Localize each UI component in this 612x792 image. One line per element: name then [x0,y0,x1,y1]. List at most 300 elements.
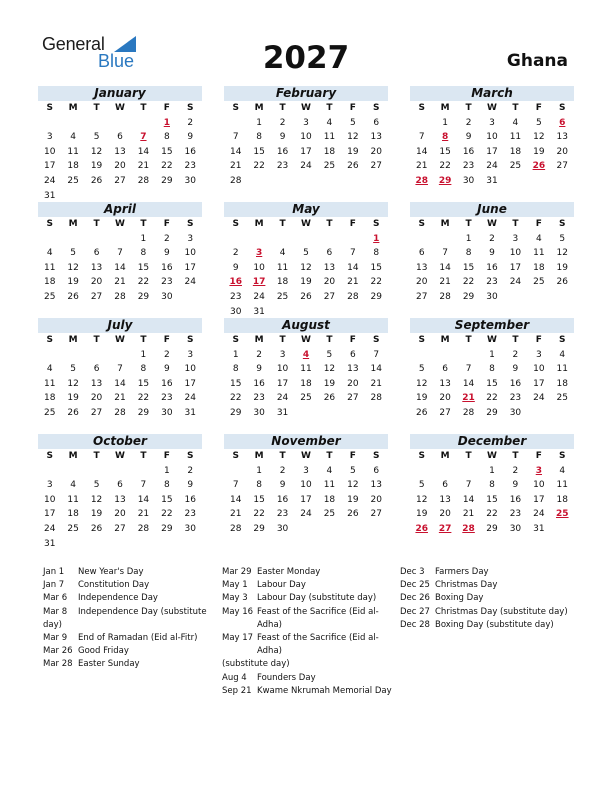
holiday-entry [400,606,572,619]
month-june [410,202,574,305]
weekday-header: F [163,103,170,113]
empty-cell [61,348,84,363]
day-cell: 16 [462,146,475,157]
holiday-day-cell: 26 [532,161,546,172]
day-cell: 6 [93,248,100,259]
day-cell: 23 [253,393,265,404]
holiday-day-cell: 21 [462,393,475,404]
day-cell: 12 [323,364,336,375]
day-cell: 2 [256,349,262,360]
day-cell: 15 [161,494,173,505]
empty-cell [271,232,294,247]
day-cell: 9 [163,248,170,259]
day-cell: 15 [486,494,498,505]
empty-cell [132,116,155,131]
month-april [38,202,202,305]
day-cell: 30 [184,523,196,534]
weekday-header: M [440,335,450,345]
day-cell: 14 [415,146,428,157]
holiday-day-cell: 6 [559,117,566,128]
day-cell: 22 [137,393,150,404]
weekday-header: S [418,103,425,113]
day-cell: 21 [137,509,150,520]
weekday-header: M [440,103,450,113]
day-cell: 5 [93,132,100,143]
month-february [224,86,388,189]
day-cell: 18 [323,494,336,505]
day-cell: 7 [465,480,472,491]
day-cell: 17 [300,494,312,505]
holiday-day-cell: 28 [462,523,475,534]
day-cell: 11 [43,378,56,389]
day-cell: 22 [486,509,498,520]
empty-cell [410,232,433,247]
day-cell: 14 [137,494,150,505]
day-cell: 15 [253,494,265,505]
weekday-header: T [93,219,100,229]
month-title: July [38,318,202,333]
day-cell: 6 [326,248,333,259]
day-cell: 30 [229,306,242,317]
weekday-header: F [349,103,356,113]
empty-cell [410,348,433,363]
holiday-day-cell: 27 [438,523,452,534]
month-title: November [224,434,388,449]
holiday-date: Dec 3 [400,567,425,577]
holiday-name: Independence Day (substitute [78,606,207,617]
empty-cell [38,464,61,479]
day-cell: 30 [253,407,265,418]
empty-cell [61,464,84,479]
holiday-day-cell: 4 [302,349,310,360]
day-cell: 4 [535,233,542,244]
holiday-name: Christmas Day (substitute day) [435,606,568,617]
day-cell: 28 [229,523,242,534]
empty-cell [108,464,131,479]
empty-cell [61,232,84,247]
day-cell: 25 [43,291,56,302]
day-cell: 23 [229,291,242,302]
weekday-header: M [440,451,450,461]
day-cell: 26 [347,509,359,520]
weekday-header: W [301,335,311,345]
day-cell: 12 [67,262,79,273]
day-cell: 14 [462,494,475,505]
day-cell: 27 [114,175,126,186]
day-cell: 18 [67,161,79,172]
weekday-header: T [512,219,519,229]
day-cell: 25 [276,291,289,302]
month-grid [410,333,574,421]
month-grid [38,333,202,421]
day-cell: 22 [462,277,475,288]
day-cell: 14 [347,262,359,273]
day-cell: 11 [533,248,545,259]
weekday-header: S [559,219,566,229]
day-cell: 24 [509,277,522,288]
day-cell: 24 [43,523,56,534]
holiday-date: May 3 [222,593,248,604]
day-cell: 11 [276,262,289,273]
day-cell: 2 [187,117,194,128]
holiday-day-cell: 29 [438,175,452,186]
month-march [410,86,574,189]
day-cell: 27 [90,291,103,302]
day-cell: 18 [43,277,56,288]
empty-cell [410,116,433,131]
weekday-header: W [115,451,125,461]
holiday-name: Constitution Day [78,580,150,591]
day-cell: 26 [90,175,103,186]
empty-cell [61,116,84,131]
weekday-header: F [349,451,356,461]
day-cell: 1 [256,465,262,476]
day-cell: 21 [415,161,428,172]
page-title: 2027 [262,40,350,76]
day-cell: 24 [43,175,56,186]
weekday-header: M [254,451,264,461]
holiday-entry [43,632,215,645]
day-cell: 19 [67,393,79,404]
weekday-header: W [301,219,311,229]
day-cell: 31 [276,407,289,418]
day-cell: 7 [465,364,472,375]
day-cell: 30 [161,291,173,302]
day-cell: 9 [279,132,286,143]
holiday-entry [400,566,572,579]
day-cell: 19 [90,509,103,520]
day-cell: 5 [93,480,100,491]
weekday-header: W [115,219,125,229]
empty-cell [132,464,155,479]
day-cell: 8 [163,480,170,491]
day-cell: 29 [370,291,382,302]
holiday-entry [400,579,572,592]
weekday-header: W [487,451,497,461]
holiday-entry [222,672,394,685]
day-cell: 2 [512,465,519,476]
day-cell: 17 [184,262,196,273]
weekday-header: M [68,103,78,113]
day-cell: 31 [43,538,56,549]
day-cell: 6 [117,132,123,143]
day-cell: 4 [279,248,286,259]
day-cell: 27 [323,291,336,302]
day-cell: 27 [439,407,451,418]
month-august [224,318,388,421]
day-cell: 23 [161,393,173,404]
day-cell: 22 [161,509,173,520]
month-grid [224,449,388,537]
day-cell: 4 [326,117,333,128]
day-cell: 13 [90,378,103,389]
day-cell: 9 [489,248,495,259]
holiday-date: Mar 29 [222,567,252,577]
day-cell: 1 [163,465,170,476]
weekday-header: S [232,103,239,113]
day-cell: 11 [43,262,56,273]
empty-cell [85,464,108,479]
day-cell: 25 [509,161,522,172]
holiday-name: Easter Monday [257,567,321,577]
day-cell: 5 [418,364,425,375]
day-cell: 11 [300,364,312,375]
day-cell: 22 [229,393,242,404]
day-cell: 10 [43,146,56,157]
holiday-day-cell: 1 [373,233,380,244]
day-cell: 6 [442,480,448,491]
weekday-header: S [232,451,239,461]
month-grid [410,449,574,537]
holiday-entry [43,658,215,671]
day-cell: 23 [276,161,289,172]
day-cell: 22 [253,509,265,520]
day-cell: 31 [184,407,196,418]
day-cell: 25 [323,509,336,520]
month-title: December [410,434,574,449]
day-cell: 17 [300,146,312,157]
weekday-header: S [187,103,194,113]
day-cell: 30 [462,175,475,186]
day-cell: 7 [349,248,356,259]
day-cell: 10 [300,132,312,143]
holiday-date: Dec 25 [400,580,430,591]
holiday-day-cell: 1 [163,117,170,128]
day-cell: 4 [559,349,566,360]
day-cell: 21 [439,277,451,288]
day-cell: 13 [90,262,103,273]
day-cell: 3 [535,349,542,360]
empty-cell [294,232,317,247]
empty-cell [85,348,108,363]
day-cell: 21 [114,393,126,404]
month-title: October [38,434,202,449]
weekday-header: F [535,103,542,113]
weekday-header: S [373,103,380,113]
day-cell: 19 [533,146,545,157]
holiday-entry [43,566,215,579]
day-cell: 24 [533,509,545,520]
day-cell: 6 [442,364,448,375]
day-cell: 9 [232,262,239,273]
day-cell: 11 [556,480,568,491]
weekday-header: T [140,103,147,113]
day-cell: 20 [323,277,336,288]
holiday-date: May 16 [222,606,254,617]
holiday-date: Mar 28 [43,659,73,670]
day-cell: 12 [347,480,359,491]
day-cell: 20 [415,277,428,288]
weekday-header: S [187,335,194,345]
weekday-header: F [163,219,170,229]
holiday-day-cell: 3 [535,465,542,476]
holiday-day-cell: 17 [252,277,266,288]
holiday-column [222,566,394,698]
day-cell: 31 [533,523,545,534]
day-cell: 4 [70,480,76,491]
day-cell: 29 [253,523,265,534]
day-cell: 1 [442,117,448,128]
day-cell: 9 [512,364,519,375]
holiday-day-cell: 26 [415,523,428,534]
day-cell: 7 [373,349,380,360]
day-cell: 13 [114,146,126,157]
day-cell: 24 [486,161,498,172]
day-cell: 28 [347,291,359,302]
day-cell: 17 [486,146,498,157]
day-cell: 10 [184,248,196,259]
month-grid [38,101,202,203]
day-cell: 16 [161,262,173,273]
weekday-header: W [487,219,497,229]
day-cell: 15 [229,378,242,389]
day-cell: 9 [512,480,519,491]
day-cell: 6 [93,364,100,375]
month-december [410,434,574,537]
day-cell: 18 [43,393,56,404]
day-cell: 3 [187,233,194,244]
weekday-header: T [512,451,519,461]
day-cell: 22 [486,393,498,404]
day-cell: 13 [114,494,126,505]
empty-cell [108,116,131,131]
day-cell: 26 [67,407,79,418]
holiday-name: Independence Day [78,593,158,604]
empty-cell [85,116,108,131]
day-cell: 22 [370,277,382,288]
weekday-header: S [559,451,566,461]
day-cell: 12 [415,378,428,389]
day-cell: 16 [161,378,173,389]
day-cell: 3 [46,132,53,143]
weekday-header: M [68,451,78,461]
weekday-header: F [535,219,542,229]
day-cell: 20 [370,494,382,505]
day-cell: 28 [370,393,382,404]
holiday-name: Farmers Day [435,567,489,577]
day-cell: 25 [43,407,56,418]
holiday-name: New Year's Day [78,567,144,577]
logo-blue-text: Blue [98,51,135,71]
day-cell: 8 [163,132,170,143]
day-cell: 24 [533,393,545,404]
day-cell: 15 [253,146,265,157]
holiday-date: Mar 26 [43,646,73,657]
day-cell: 20 [90,393,103,404]
day-cell: 3 [279,349,286,360]
day-cell: 3 [187,349,194,360]
empty-cell [38,116,61,131]
month-title: April [38,202,202,217]
day-cell: 20 [114,161,126,172]
month-title: September [410,318,574,333]
day-cell: 13 [415,262,428,273]
day-cell: 9 [256,364,262,375]
weekday-header: S [418,451,425,461]
day-cell: 21 [370,378,382,389]
day-cell: 26 [415,407,428,418]
day-cell: 14 [114,262,126,273]
day-cell: 12 [556,248,568,259]
logo-general-text: General [42,34,105,54]
day-cell: 16 [509,494,522,505]
weekday-header: W [301,451,311,461]
holiday-entry [43,592,215,605]
holiday-entry [222,579,394,592]
day-cell: 30 [276,523,289,534]
day-cell: 14 [229,494,242,505]
weekday-header: T [512,103,519,113]
holiday-day-cell: 25 [556,509,569,520]
day-cell: 12 [90,494,103,505]
day-cell: 17 [533,378,545,389]
day-cell: 19 [415,393,428,404]
weekday-header: T [326,451,333,461]
day-cell: 21 [114,277,126,288]
day-cell: 6 [418,248,425,259]
empty-cell [108,348,131,363]
empty-cell [85,232,108,247]
day-cell: 7 [232,480,239,491]
weekday-header: S [418,335,425,345]
day-cell: 4 [559,465,566,476]
day-cell: 26 [90,523,103,534]
day-cell: 22 [253,161,265,172]
day-cell: 25 [556,393,568,404]
weekday-header: T [326,103,333,113]
day-cell: 22 [137,277,150,288]
day-cell: 30 [184,175,196,186]
holiday-entry [43,606,215,619]
day-cell: 28 [439,291,451,302]
day-cell: 4 [70,132,76,143]
holiday-date: Dec 28 [400,619,430,630]
holiday-name: Kwame Nkrumah Memorial Day [257,685,392,696]
day-cell: 23 [184,509,196,520]
weekday-header: T [465,219,472,229]
day-cell: 8 [232,364,239,375]
weekday-header: M [440,219,450,229]
day-cell: 12 [67,378,79,389]
weekday-header: S [187,219,194,229]
day-cell: 17 [43,161,56,172]
empty-cell [341,232,364,247]
weekday-header: W [115,335,125,345]
month-january [38,86,202,203]
day-cell: 24 [300,509,312,520]
day-cell: 20 [90,277,103,288]
holiday-entry [222,685,394,698]
day-cell: 19 [90,161,103,172]
month-grid [224,217,388,319]
day-cell: 26 [347,161,359,172]
holiday-name: End of Ramadan (Eid al-Fitr) [78,633,198,644]
day-cell: 18 [67,509,79,520]
day-cell: 30 [161,407,173,418]
empty-cell [224,232,247,247]
day-cell: 3 [303,465,309,476]
day-cell: 15 [137,262,150,273]
day-cell: 15 [439,146,451,157]
day-cell: 4 [46,248,53,259]
day-cell: 12 [415,494,428,505]
day-cell: 5 [326,349,333,360]
weekday-header: S [46,219,53,229]
weekday-header: T [93,335,100,345]
day-cell: 2 [232,248,239,259]
holiday-name: Founders Day [257,672,316,683]
day-cell: 14 [370,364,382,375]
